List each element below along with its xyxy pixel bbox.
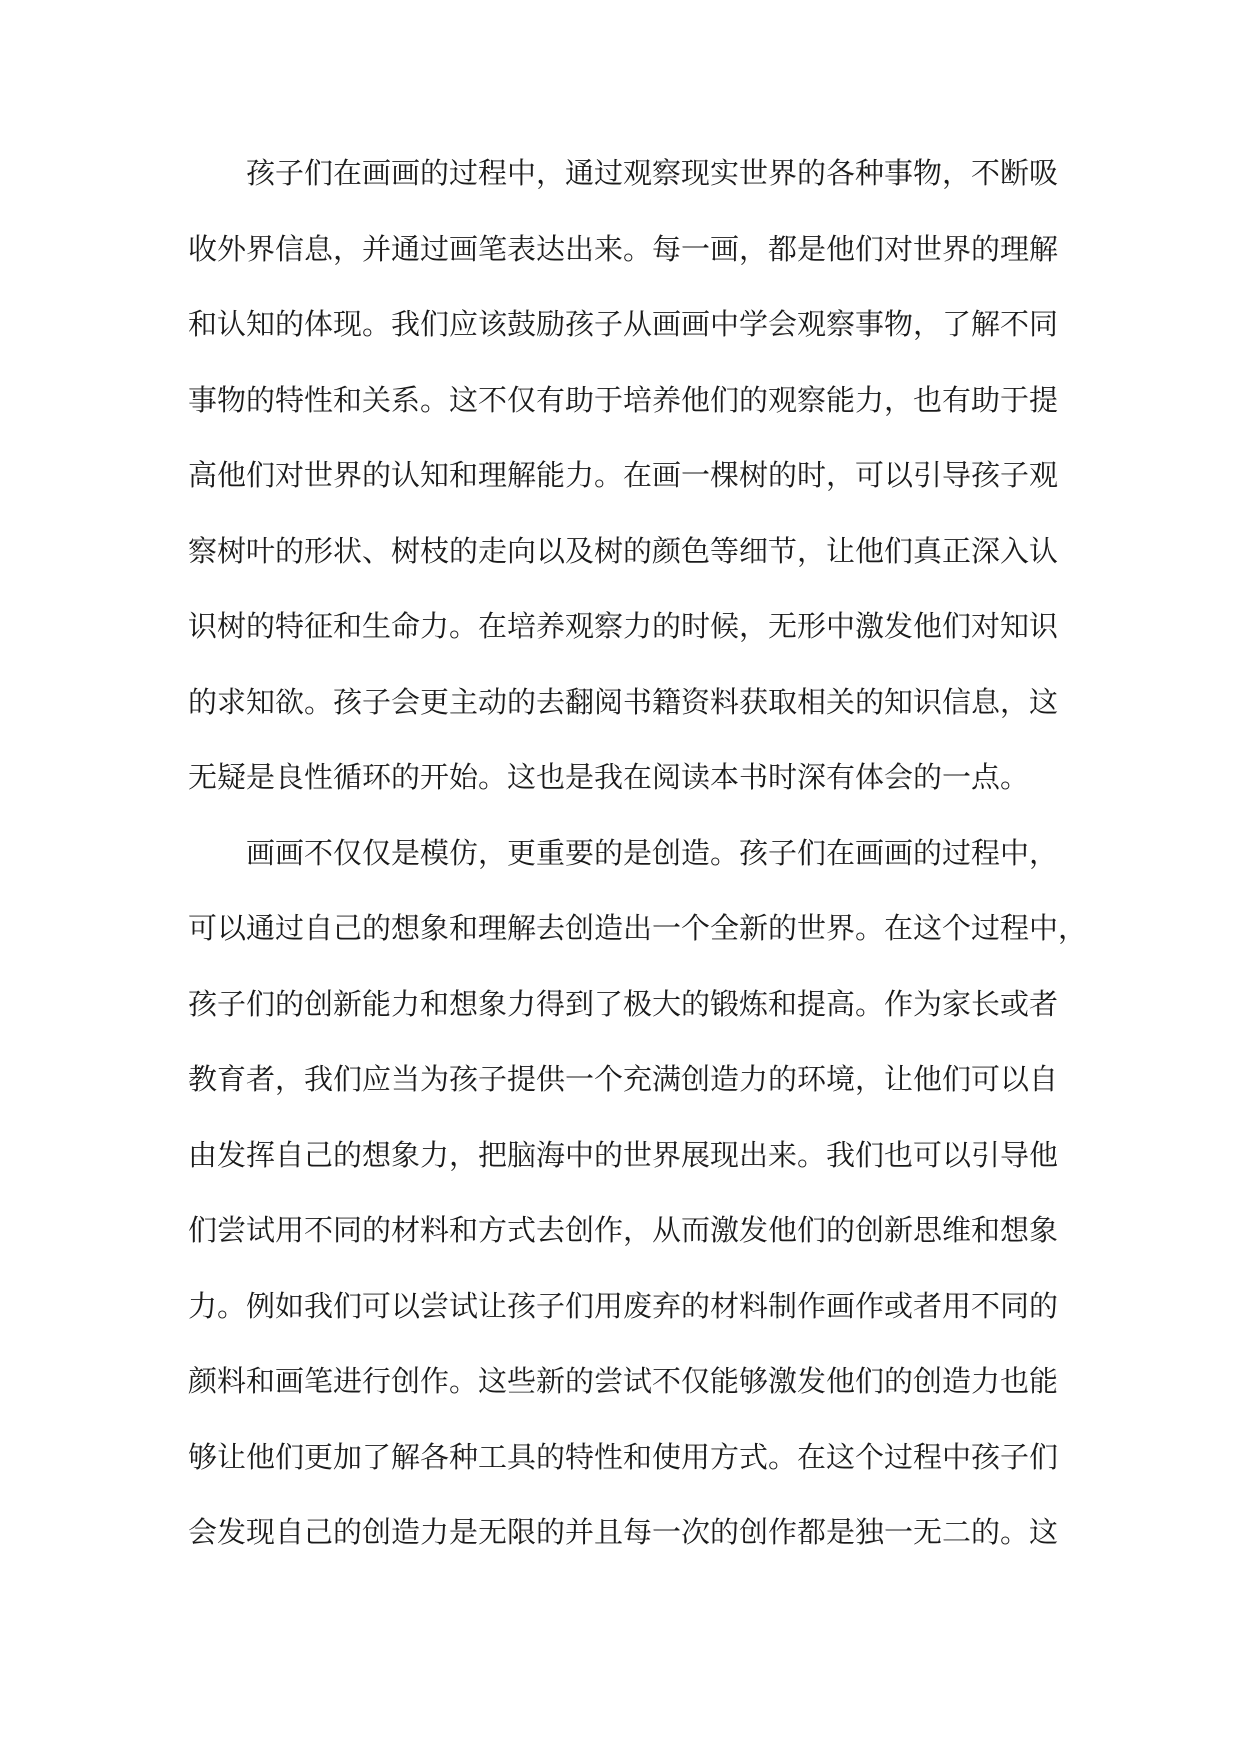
paragraph-1-line-7: 识树的特征和生命力。在培养观察力的时候，无形中激发他们对知识: [188, 609, 1059, 643]
paragraph-2-line-5: 由发挥自己的想象力，把脑海中的世界展现出来。我们也可以引导他: [188, 1137, 1059, 1172]
paragraph-2-line-4: 教育者，我们应当为孩子提供一个充满创造力的环境，让他们可以自: [188, 1062, 1059, 1096]
paragraph-2-line-8: 颜料和画笔进行创作。这些新的尝试不仅能够激发他们的创造力也能: [188, 1364, 1059, 1398]
paragraph-2-line-3: 孩子们的创新能力和想象力得到了极大的锻炼和提高。作为家长或者: [188, 986, 1059, 1021]
paragraph-1-line-3: 和认知的体现。我们应该鼓励孩子从画画中学会观察事物，了解不同: [188, 307, 1059, 341]
paragraph-1-line-5: 高他们对世界的认知和理解能力。在画一棵树的时，可以引导孩子观: [188, 458, 1059, 492]
paragraph-1-line-8: 的求知欲。孩子会更主动的去翻阅书籍资料获取相关的知识信息，这: [188, 684, 1059, 719]
paragraph-1-line-9: 无疑是良性循环的开始。这也是我在阅读本书时深有体会的一点。: [188, 760, 1030, 794]
paragraph-2-line-1: 画画不仅仅是模仿，更重要的是创造。孩子们在画画的过程中，: [246, 835, 1059, 870]
paragraph-1-line-1: 孩子们在画画的过程中，通过观察现实世界的各种事物，不断吸: [246, 156, 1059, 190]
paragraph-2-line-7: 力。例如我们可以尝试让孩子们用废弃的材料制作画作或者用不同的: [188, 1288, 1059, 1323]
paragraph-2-line-6: 们尝试用不同的材料和方式去创作，从而激发他们的创新思维和想象: [188, 1213, 1059, 1247]
paragraph-2-line-9: 够让他们更加了解各种工具的特性和使用方式。在这个过程中孩子们: [188, 1439, 1059, 1474]
paragraph-1-line-6: 察树叶的形状、树枝的走向以及树的颜色等细节，让他们真正深入认: [188, 533, 1059, 568]
paragraph-2-line-2: 可以通过自己的想象和理解去创造出一个全新的世界。在这个过程中，: [188, 911, 1088, 945]
paragraph-1-line-2: 收外界信息，并通过画笔表达出来。每一画，都是他们对世界的理解: [188, 231, 1059, 266]
body-text: [188, 136, 1088, 1571]
paragraph-1-line-4: 事物的特性和关系。这不仅有助于培养他们的观察能力，也有助于提: [188, 382, 1059, 417]
paragraph-2-line-10: 会发现自己的创造力是无限的并且每一次的创作都是独一无二的。这: [188, 1515, 1059, 1549]
